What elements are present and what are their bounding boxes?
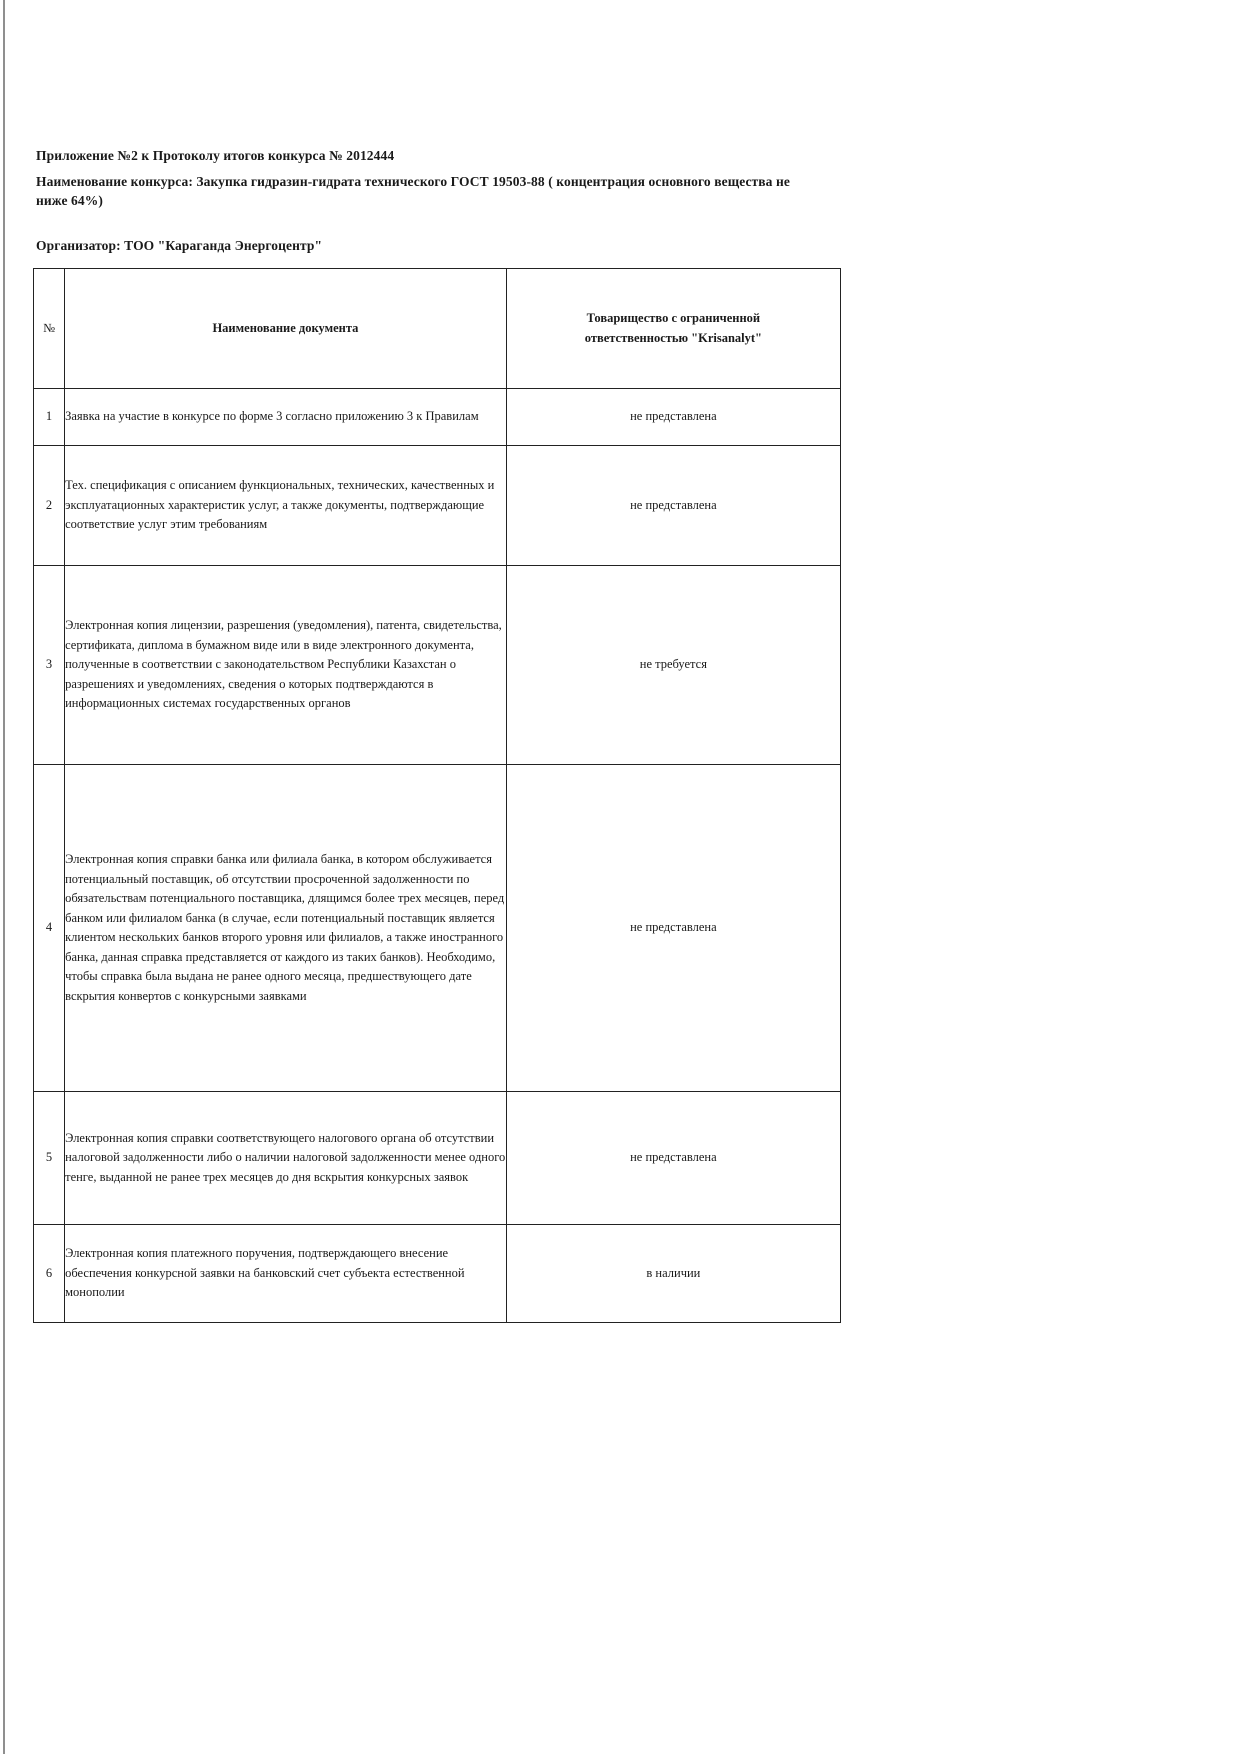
- document-status: не представлена: [506, 446, 840, 566]
- row-number: 4: [34, 765, 65, 1092]
- row-number: 2: [34, 446, 65, 566]
- row-number: 3: [34, 566, 65, 765]
- appendix-title: Приложение №2 к Протоколу итогов конкурса № 2012444: [36, 148, 395, 163]
- row-number: 6: [34, 1225, 65, 1323]
- table-row: [34, 566, 841, 765]
- header-supplier: [506, 269, 840, 389]
- table-row: [34, 765, 841, 1092]
- table-header-row: [34, 269, 841, 389]
- header-document-name: Наименование документа: [65, 269, 507, 389]
- document-name: Электронная копия справки соответствующего налогового органа об отсутствии налоговой задолженности либо о наличии налоговой задолженности менее одного тенге, выданной не ранее трех месяцев до дня вскрытия конкурсных заявок: [65, 1092, 507, 1225]
- row-number: 1: [34, 389, 65, 446]
- document-status: в наличии: [506, 1225, 840, 1323]
- document-status: не представлена: [506, 389, 840, 446]
- document-status: не представлена: [506, 765, 840, 1092]
- header-number: №: [34, 269, 65, 389]
- document-name: Электронная копия лицензии, разрешения (уведомления), патента, свидетельства, сертификата, диплома в бумажном виде или в виде электронного документа, полученные в соответствии с законодательством Республики Казахстан о разрешениях и уведомлениях, сведения о которых подтверждаются в информационных системах государственных органов: [65, 566, 507, 765]
- document-name: Электронная копия платежного поручения, подтверждающего внесение обеспечения конкурсной заявки на банковский счет субъекта естественной монополии: [65, 1225, 507, 1323]
- document-name: Заявка на участие в конкурсе по форме 3 согласно приложению 3 к Правилам: [65, 389, 507, 446]
- document-status: не требуется: [506, 566, 840, 765]
- supplier-name: Товарищество с ограниченной ответственностью "Krisanalyt": [584, 311, 762, 345]
- table-row: [34, 389, 841, 446]
- document-name: Тех. спецификация с описанием функциональных, технических, качественных и эксплуатационных характеристик услуг, а также документы, подтверждающие соответствие услуг этим требованиям: [65, 446, 507, 566]
- tender-name: Наименование конкурса: Закупка гидразин-гидрата технического ГОСТ 19503-88 ( концентрация основного вещества не ниже 64%): [36, 174, 790, 208]
- scan-left-edge: [3, 0, 5, 1754]
- organizer: Организатор: ТОО "Караганда Энергоцентр": [36, 238, 323, 253]
- documents-table: [33, 268, 841, 1323]
- document-name: Электронная копия справки банка или филиала банка, в котором обслуживается потенциальный поставщик, об отсутствии просроченной задолженности по обязательствам потенциального поставщика, длящимся более трех месяцев, перед банком или филиалом банка (в случае, если потенциальный поставщик является клиентом нескольких банков второго уровня или филиалов, а также иностранного банка, данная справка представляется от каждого из таких банков). Необходимо, чтобы справка была выдана не ранее одного месяца, предшествующего дате вскрытия конвертов с конкурсными заявками: [65, 765, 507, 1092]
- table-row: [34, 1092, 841, 1225]
- row-number: 5: [34, 1092, 65, 1225]
- document-status: не представлена: [506, 1092, 840, 1225]
- table-row: [34, 446, 841, 566]
- table-row: [34, 1225, 841, 1323]
